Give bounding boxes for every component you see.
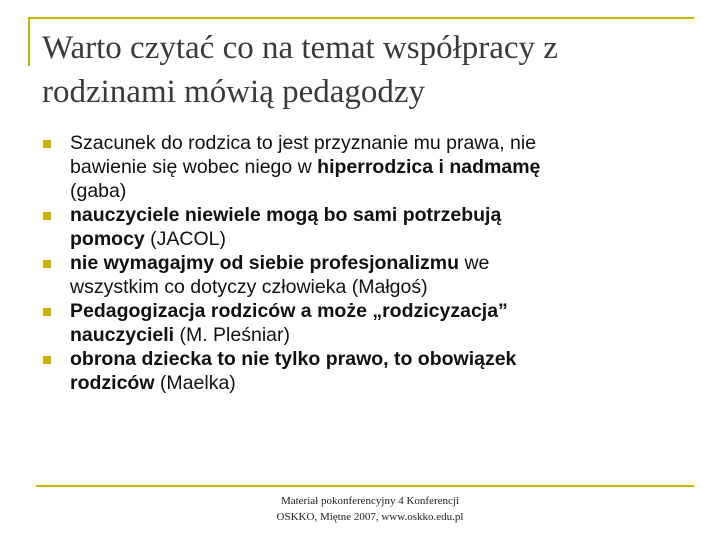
footer-rule [36,485,694,487]
bullet-text: bawienie się wobec niego w [70,156,318,178]
bullet-item [42,347,692,395]
bullet-text-bold: hiperrodzica i nadmamę [317,156,541,178]
bullet-item [42,251,692,299]
bullet-line [70,131,692,155]
square-bullet-icon [43,260,51,268]
bullet-text: (Maelka) [154,372,236,394]
bullet-line [70,203,692,227]
bullet-line [70,155,692,179]
bullet-item [42,131,692,203]
bullet-line [70,347,692,371]
title-line: Warto czytać co na temat współpracy z [42,30,558,66]
bullet-text: (JACOL) [144,228,227,250]
square-bullet-icon [43,140,51,148]
bullet-item [42,203,692,251]
bullet-text: (gaba) [70,180,127,202]
bullet-line [70,227,692,251]
bullet-text: (M. Pleśniar) [174,324,290,346]
footer-line: OSKKO, Miętne 2007, www.oskko.edu.pl [276,511,464,523]
bullet-text-bold: obrona dziecka to nie tylko prawo, to obowiązek [70,348,517,370]
bullet-line [70,251,692,275]
square-bullet-icon [43,308,51,316]
title-line: rodzinami mówią pedagodzy [42,74,426,110]
footer-line: Materiał pokonferencyjny 4 Konferencji [280,495,460,507]
bullet-text-bold: rodziców [70,372,155,394]
title-left-rule [28,17,30,66]
title-top-rule [28,17,694,19]
square-bullet-icon [43,212,51,220]
bullet-text-bold: pomocy [70,228,145,250]
bullet-item [42,299,692,347]
bullet-text: we [459,252,490,274]
bullet-line [70,179,692,203]
bullet-text: wszystkim co dotyczy człowieka (Małgoś) [70,276,428,298]
bullet-text: Szacunek do rodzica to jest przyznanie mu prawa, nie [70,132,537,154]
slide-title [42,26,702,114]
bullet-line [70,323,692,347]
footer-note [210,493,530,525]
bullet-list [42,131,692,395]
bullet-text-bold: nauczycieli [70,324,175,346]
bullet-text-bold: nie wymagajmy od siebie profesjonalizmu [70,252,460,274]
bullet-text-bold: nauczyciele niewiele mogą bo sami potrzebują [70,204,502,226]
square-bullet-icon [43,356,51,364]
bullet-line [70,371,692,395]
bullet-line [70,299,692,323]
bullet-line [70,275,692,299]
bullet-text-bold: Pedagogizacja rodziców a może „rodzicyzacja” [70,300,508,322]
